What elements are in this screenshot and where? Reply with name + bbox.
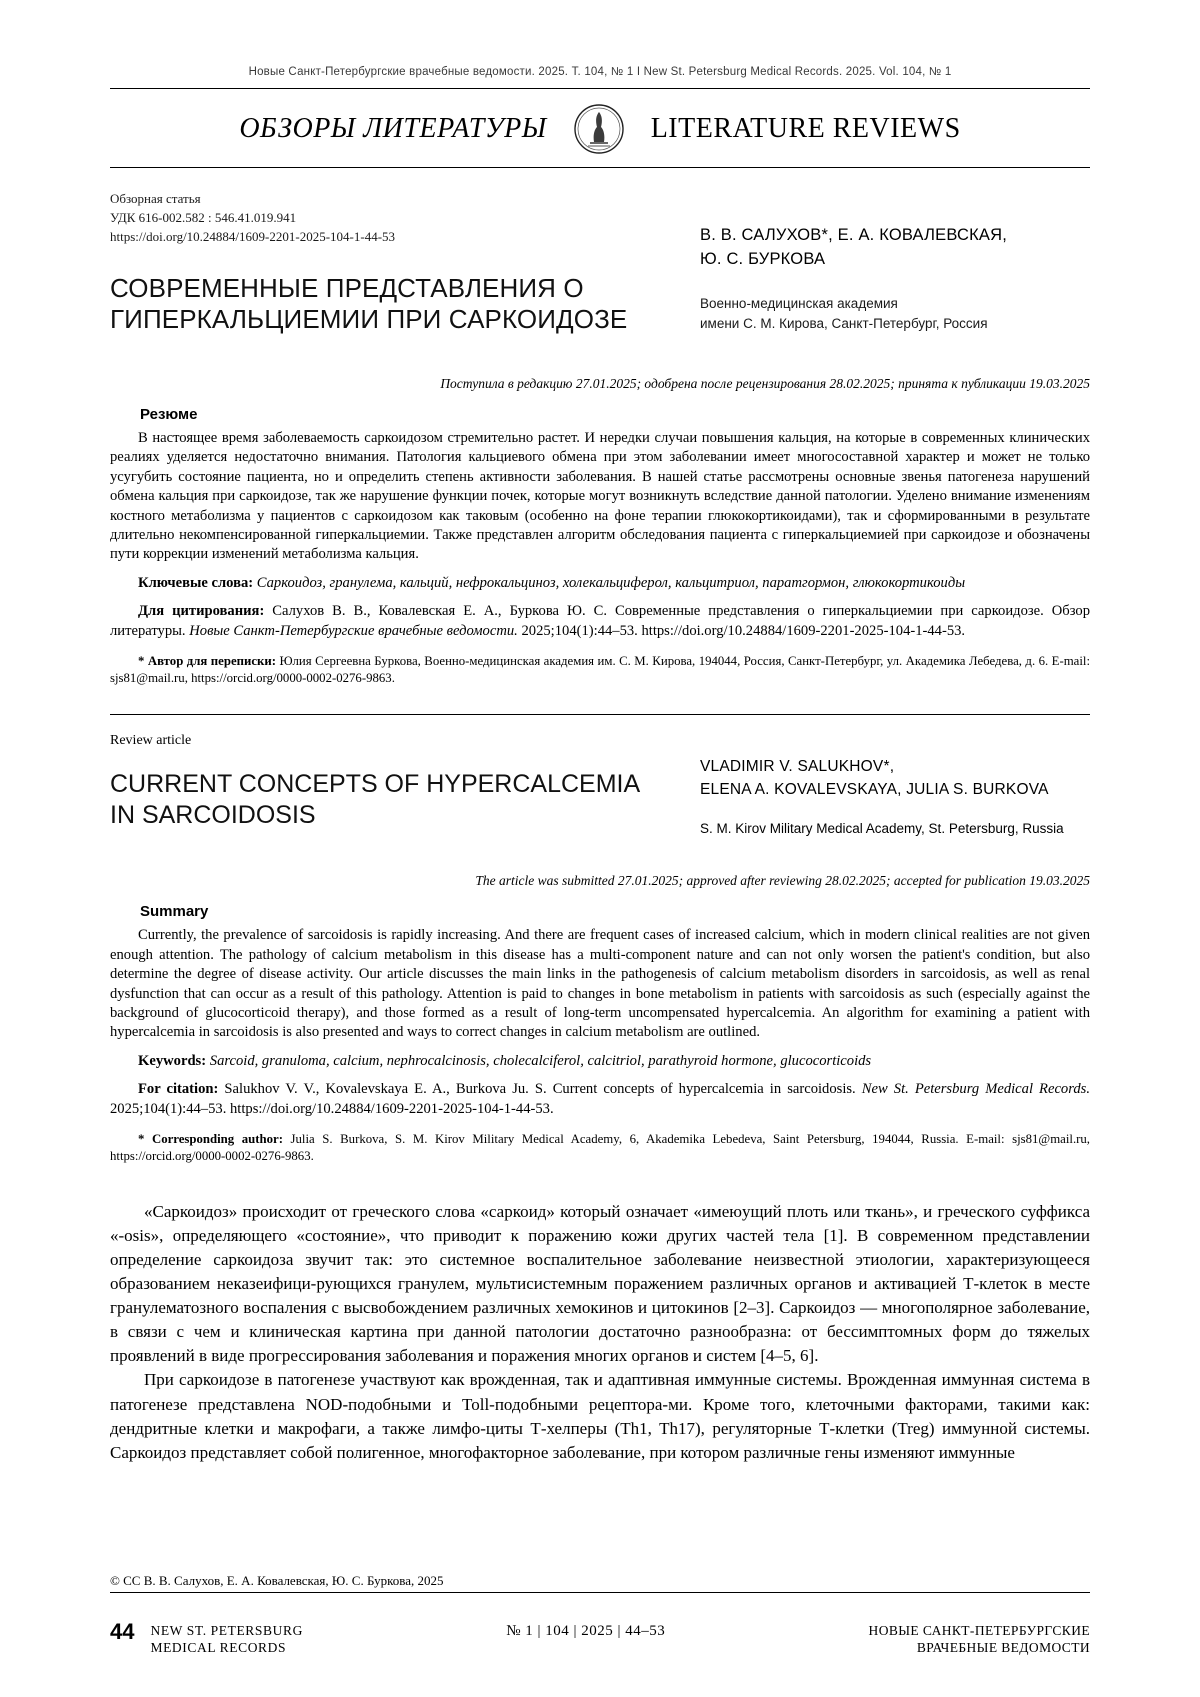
corresponding-text-ru: Юлия Сергеевна Буркова, Военно-медицинская академия им. С. М. Кирова, 194044, Россия, Санкт-Петербург, ул. Академика Лебедева, д. 6. E-mail: sjs81@mail.ru, https://orcid.org/0000-0002-0276-9863. — [110, 654, 1091, 686]
body-paragraph-2: При саркоидозе в патогенезе участвуют как врожденная, так и адаптивная иммунные системы. Врожденная иммунная система в патогенезе представлена NOD-подобными и Toll-подобными рецептора-ми. Кроме того, клеточными факторами, такими как: дендритные клетки и макрофаги, а также лимфо-циты Т-хелперы (Th1, Th17), регуляторные Т-клетки (Treg) иммунной системы. Саркоидоз представляет собой полигенное, многофакторное заболевание, при котором различные гены изменяют иммунные — [110, 1370, 1090, 1462]
citation-tail-en: 2025;104(1):44–53. https://doi.org/10.24884/1609-2201-2025-104-1-44-53. — [110, 1100, 554, 1117]
english-meta-left — [110, 733, 670, 840]
submission-dates-en: The article was submitted 27.01.2025; approved after reviewing 28.02.2025; accepted for publication 19.03.2025 — [475, 873, 1090, 889]
affiliation-en: S. M. Kirov Military Medical Academy, St. Petersburg, Russia — [700, 821, 1064, 837]
citation-en — [110, 1080, 1090, 1119]
keywords-value-en: Sarcoid, granuloma, calcium, nephrocalcinosis, cholecalciferol, calcitriol, parathyroid hormone, glucocorticoids — [209, 1052, 872, 1069]
citation-label-ru: Для цитирования: — [138, 603, 265, 620]
page-footer — [110, 1619, 1090, 1657]
keywords-en — [110, 1052, 1090, 1071]
footer-left — [110, 1619, 303, 1657]
corresponding-text-en: Julia S. Burkova, S. M. Kirov Military Medical Academy, 6, Akademika Lebedeva, Saint Petersburg, 194044, Russia. E-mail: sjs81@mail.ru, https://orcid.org/0000-0002-0276-9863. — [110, 1131, 1090, 1164]
english-meta-right — [700, 733, 1090, 840]
english-header-block — [110, 733, 1090, 840]
russian-meta-right — [700, 190, 1090, 336]
summary-heading-en: Summary — [140, 903, 209, 921]
udk: УДК 616-002.582 : 546.41.019.941 — [110, 209, 297, 225]
keywords-label-en: Keywords: — [138, 1052, 207, 1069]
keywords-label-ru: Ключевые слова: — [138, 574, 254, 591]
section-band-rule — [110, 167, 1090, 168]
article-title-en: CURRENT CONCEPTS OF HYPERCALCEMIA IN SARCOIDOSIS — [110, 769, 639, 829]
corresponding-label-en: * Corresponding author: — [138, 1131, 283, 1146]
citation-journal-ru: Новые Санкт-Петербургские врачебные ведомости. — [189, 622, 518, 639]
body-paragraph-1: «Саркоидоз» происходит от греческого слова «саркоид» который означает «имеюущий плоть или ткань», и греческого суффикса «-osis», определяющего «состояние», что приводит к поражению кожи других частей тела [1]. В современном представлении определение саркоидоза звучит так: это системное воспалительное заболевание неизвестной этиологии, характеризующееся образованием неказеифици-рующихся гранулем, мультисистемным поражением различных органов и активацией Т-клеток в месте гранулематозного воспаления с высвобождением различных хемокинов и цитокинов [2–3]. Саркоидоз — многополярное заболевание, в связи с чем и клиническая картина при данной патологии достаточно разнообразна: от бессимптомных форм до тяжелых проявлений в виде прогрессирования заболевания и поражения многих органов и систем [4–5, 6]. — [110, 1201, 1090, 1366]
language-divider — [110, 714, 1090, 715]
authors-ru-line1: В. В. САЛУХОВ*, Е. А. КОВАЛЕВСКАЯ, — [700, 226, 1008, 244]
footer-journal-ru-line1: НОВЫЕ САНКТ-ПЕТЕРБУРГСКИЕ — [868, 1623, 1090, 1639]
citation-journal-en: New St. Petersburg Medical Records. — [861, 1081, 1090, 1098]
footer-rule — [110, 1592, 1090, 1593]
summary-text-ru: В настоящее время заболеваемость саркоидозом стремительно растет. И нередки случаи повышения кальция, на которые в современных клинических реалиях уделяется недостаточно внимания. Патология кальциевого обмена при этом заболевании имеет многосоставной характер и может не только усугубить состояние пациента, но и определить степень активности заболевания. В нашей статье рассмотрены основные звенья патогенеза нарушений обмена кальция при саркоидозе, так же нарушение функции почек, которые могут возникнуть вследствие данной патологии. Уделено внимание изменениям костного метаболизма у пациентов с саркоидозом как таковым (особенно на фоне терапии глюкокортикоидами), так и сформированными в результате длительно некомпенсированной гиперкальциемии. Также представлен алгоритм обследования пациента с гиперкальциемией при саркоидозе и обозначены пути коррекции изменений метаболизма кальция. — [110, 429, 1090, 563]
section-title-band — [110, 89, 1090, 167]
citation-text-en: Salukhov V. V., Kovalevskaya E. A., Burkova Ju. S. Current concepts of hypercalcemia in sarcoidosis. — [224, 1081, 856, 1098]
footer-issue-info: № 1 | 104 | 2025 | 44–53 — [506, 1623, 666, 1640]
running-head: Новые Санкт-Петербургские врачебные ведомости. 2025. Т. 104, № 1 I New St. Petersburg Medical Records. 2025. Vol. 104, № 1 — [248, 66, 952, 78]
copyright-line: © СС В. В. Салухов, Е. А. Ковалевская, Ю. С. Буркова, 2025 — [110, 1573, 444, 1588]
keywords-ru — [110, 574, 1090, 593]
submission-dates-ru: Поступила в редакцию 27.01.2025; одобрена после рецензирования 28.02.2025; принята к публикации 19.03.2025 — [440, 375, 1090, 391]
corresponding-label-ru: * Автор для переписки: — [138, 654, 277, 669]
authors-en-line2: ELENA A. KOVALEVSKAYA, JULIA S. BURKOVA — [700, 780, 1049, 798]
footer-journal-en-line1: NEW ST. PETERSBURG — [150, 1623, 303, 1639]
article-title-ru: СОВРЕМЕННЫЕ ПРЕДСТАВЛЕНИЯ О ГИПЕРКАЛЬЦИЕМИИ ПРИ САРКОИДОЗЕ — [110, 272, 628, 335]
summary-heading-ru: Резюме — [140, 405, 198, 423]
footer-journal-ru-line2: ВРАЧЕБНЫЕ ВЕДОМОСТИ — [916, 1640, 1090, 1656]
footer-journal-ru — [869, 1619, 1090, 1657]
academy-emblem-icon — [573, 103, 625, 155]
affiliation-ru-line1: Военно-медицинская академия — [700, 295, 898, 311]
citation-tail-ru: 2025;104(1):44–53. https://doi.org/10.24884/1609-2201-2025-104-1-44-53. — [521, 622, 966, 639]
article-type-ru: Обзорная статья — [110, 191, 201, 206]
corresponding-author-ru — [110, 653, 1090, 688]
authors-en-line1: VLADIMIR V. SALUKHOV*, — [700, 757, 895, 775]
citation-text-ru: Салухов В. В., Ковалевская Е. А., Буркова Ю. С. Современные представления о гиперкальциемии при саркоидозе. Обзор литературы. — [110, 603, 1090, 639]
doi-link-ru[interactable]: https://doi.org/10.24884/1609-2201-2025-104-1-44-53 — [110, 228, 396, 244]
corresponding-author-en — [110, 1131, 1090, 1166]
footer-journal-en — [150, 1619, 302, 1657]
russian-meta-left — [110, 190, 670, 336]
article-type-en: Review article — [110, 732, 192, 748]
footer-journal-en-line2: MEDICAL RECORDS — [150, 1640, 287, 1656]
article-body — [110, 1200, 1090, 1465]
authors-ru-line2: Ю. С. БУРКОВА — [700, 249, 826, 268]
russian-header-block — [110, 190, 1090, 336]
keywords-value-ru: Саркоидоз, гранулема, кальций, нефрокальциноз, холекальциферол, кальцитриол, паратгормон, глюкокортикоиды — [256, 574, 966, 591]
summary-text-en: Currently, the prevalence of sarcoidosis is rapidly increasing. And there are frequent cases of increased calcium, which in modern clinical realities are not given enough attention. The pathology of calcium metabolism in this disease has a multi-component nature and can not only worsen the patient's condition, but also determine the degree of disease activity. Our article discusses the main links in the pathogenesis of calcium metabolism disorders in sarcoidosis, as well as renal dysfunction that can occur as a result of this pathology. Attention is paid to changes in bone metabolism in patients with sarcoidosis as such (especially against the background of glucocorticoid therapy), and those formed as a result of long-term uncompensated hypercalcemia. An algorithm for examining a patient with hypercalcemia in sarcoidosis is also presented and ways to correct changes in calcium metabolism are outlined. — [110, 927, 1090, 1041]
citation-label-en: For citation: — [138, 1081, 219, 1098]
section-title-ru: ОБЗОРЫ ЛИТЕРАТУРЫ — [239, 113, 547, 144]
page-number: 44 — [110, 1619, 135, 1645]
affiliation-ru-line2: имени С. М. Кирова, Санкт-Петербург, Россия — [700, 316, 988, 332]
section-title-en: LITERATURE REVIEWS — [650, 113, 961, 144]
citation-ru — [110, 602, 1090, 641]
